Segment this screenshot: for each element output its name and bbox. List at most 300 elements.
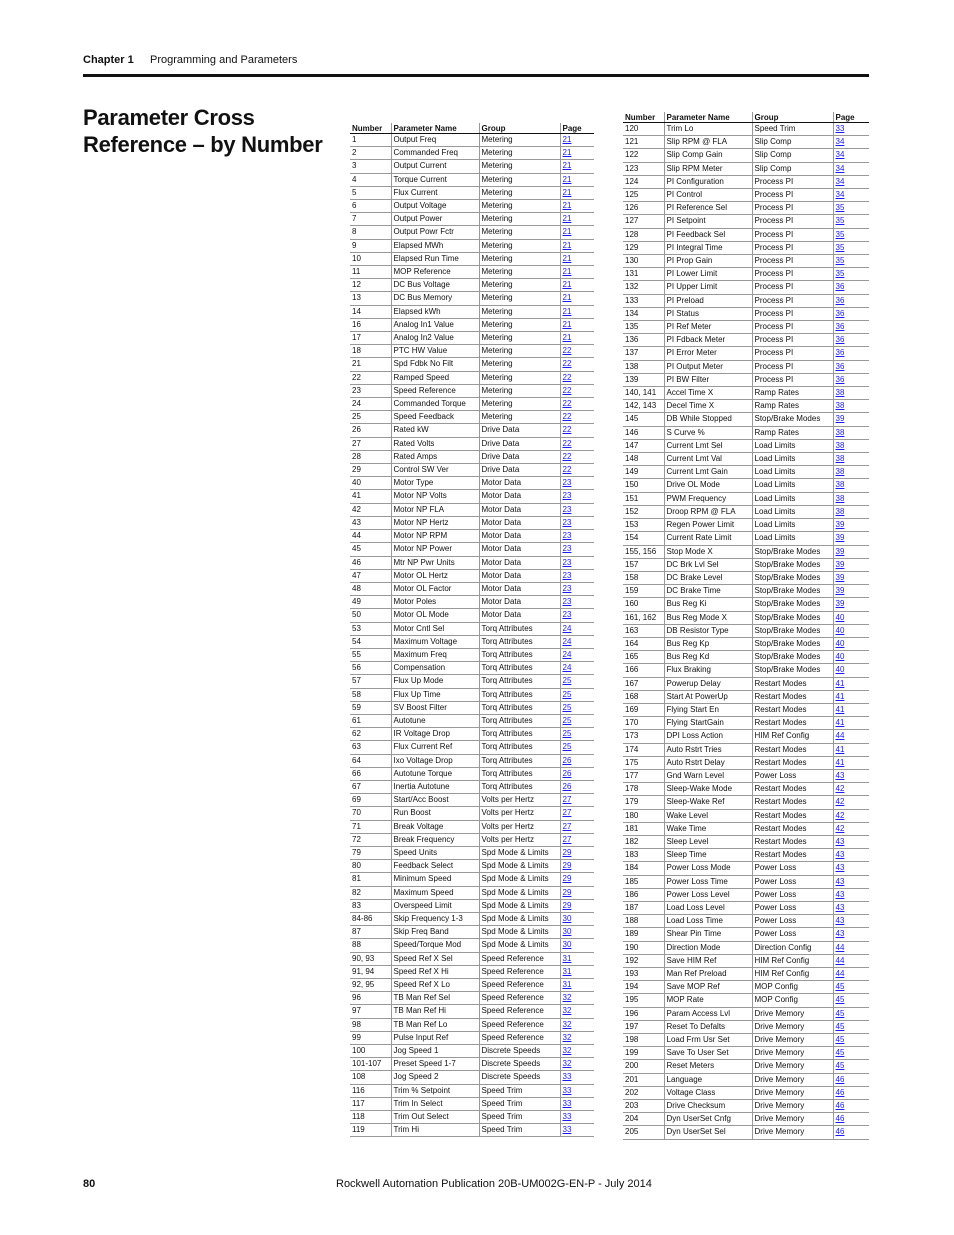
page-link[interactable]: 42 bbox=[833, 809, 869, 822]
page-link[interactable]: 39 bbox=[833, 571, 869, 584]
table-row bbox=[350, 305, 594, 318]
param-name: Auto Rstrt Tries bbox=[664, 743, 752, 756]
page-link[interactable]: 29 bbox=[560, 873, 594, 886]
page-link[interactable]: 43 bbox=[833, 769, 869, 782]
param-number: 56 bbox=[350, 662, 391, 675]
page-link[interactable]: 36 bbox=[833, 294, 869, 307]
param-name: Gnd Warn Level bbox=[664, 769, 752, 782]
param-group: Discrete Speeds bbox=[479, 1045, 560, 1058]
page-link[interactable]: 36 bbox=[833, 360, 869, 373]
param-number: 79 bbox=[350, 846, 391, 859]
page-link[interactable]: 21 bbox=[560, 160, 594, 173]
param-group: MOP Config bbox=[752, 994, 833, 1007]
page-link[interactable]: 31 bbox=[560, 965, 594, 978]
page-link[interactable]: 24 bbox=[560, 648, 594, 661]
page-link[interactable]: 32 bbox=[560, 1018, 594, 1031]
param-name: Wake Level bbox=[664, 809, 752, 822]
page-link[interactable]: 42 bbox=[833, 783, 869, 796]
param-group: Process PI bbox=[752, 241, 833, 254]
param-number: 183 bbox=[623, 849, 664, 862]
page-link[interactable]: 22 bbox=[560, 345, 594, 358]
table-row bbox=[623, 585, 869, 598]
param-name: Current Lmt Sel bbox=[664, 439, 752, 452]
page-link[interactable]: 21 bbox=[560, 332, 594, 345]
page-link[interactable]: 32 bbox=[560, 1031, 594, 1044]
param-name: Inertia Autotune bbox=[391, 780, 479, 793]
page-link[interactable]: 36 bbox=[833, 321, 869, 334]
page-link[interactable]: 21 bbox=[560, 266, 594, 279]
page-link[interactable]: 35 bbox=[833, 268, 869, 281]
page-link[interactable]: 33 bbox=[560, 1071, 594, 1084]
param-group: Process PI bbox=[752, 255, 833, 268]
page-link[interactable]: 45 bbox=[833, 994, 869, 1007]
table-row bbox=[350, 266, 594, 279]
param-number: 142, 143 bbox=[623, 400, 664, 413]
param-number: 1 bbox=[350, 134, 391, 147]
page-link[interactable]: 30 bbox=[560, 912, 594, 925]
param-number: 139 bbox=[623, 373, 664, 386]
param-group: Process PI bbox=[752, 360, 833, 373]
page-link[interactable]: 21 bbox=[560, 252, 594, 265]
page-link[interactable]: 23 bbox=[560, 596, 594, 609]
table-row bbox=[623, 809, 869, 822]
param-group: Spd Mode & Limits bbox=[479, 886, 560, 899]
page-link[interactable]: 21 bbox=[560, 213, 594, 226]
page-link[interactable]: 41 bbox=[833, 703, 869, 716]
page-link[interactable]: 45 bbox=[833, 1060, 869, 1073]
param-name: PI Output Meter bbox=[664, 360, 752, 373]
page-link[interactable]: 46 bbox=[833, 1086, 869, 1099]
table-row bbox=[350, 398, 594, 411]
table-row bbox=[623, 637, 869, 650]
page-link[interactable]: 32 bbox=[560, 1045, 594, 1058]
page-link[interactable]: 33 bbox=[560, 1124, 594, 1137]
param-name: Start/Acc Boost bbox=[391, 794, 479, 807]
param-name: Speed Feedback bbox=[391, 411, 479, 424]
chapter-label: Chapter 1 bbox=[83, 54, 134, 66]
table-row bbox=[350, 609, 594, 622]
param-group: Torq Attributes bbox=[479, 728, 560, 741]
table-row bbox=[623, 968, 869, 981]
param-group: Speed Reference bbox=[479, 965, 560, 978]
param-group: Drive Memory bbox=[752, 1034, 833, 1047]
param-group: Load Limits bbox=[752, 466, 833, 479]
page-link[interactable]: 29 bbox=[560, 860, 594, 873]
page-link[interactable]: 33 bbox=[833, 123, 869, 136]
page-link[interactable]: 46 bbox=[833, 1100, 869, 1113]
page-link[interactable]: 39 bbox=[833, 585, 869, 598]
page-link[interactable]: 23 bbox=[560, 609, 594, 622]
page-link[interactable]: 42 bbox=[833, 796, 869, 809]
page-link[interactable]: 35 bbox=[833, 255, 869, 268]
param-name: Slip RPM Meter bbox=[664, 162, 752, 175]
table-row bbox=[623, 981, 869, 994]
table-row bbox=[350, 450, 594, 463]
param-group: Drive Memory bbox=[752, 1100, 833, 1113]
page-link[interactable]: 23 bbox=[560, 477, 594, 490]
param-number: 16 bbox=[350, 318, 391, 331]
page-link[interactable]: 43 bbox=[833, 849, 869, 862]
page-link[interactable]: 39 bbox=[833, 598, 869, 611]
param-group: Metering bbox=[479, 411, 560, 424]
param-group: Drive Memory bbox=[752, 1126, 833, 1139]
param-number: 59 bbox=[350, 701, 391, 714]
param-number: 135 bbox=[623, 321, 664, 334]
page-link[interactable]: 21 bbox=[560, 173, 594, 186]
page-link[interactable]: 21 bbox=[560, 318, 594, 331]
page-link[interactable]: 39 bbox=[833, 558, 869, 571]
table-row bbox=[623, 1007, 869, 1020]
param-group: Metering bbox=[479, 398, 560, 411]
page-link[interactable]: 21 bbox=[560, 134, 594, 147]
param-group: Metering bbox=[479, 173, 560, 186]
page-link[interactable]: 25 bbox=[560, 728, 594, 741]
table-row bbox=[350, 979, 594, 992]
page-link[interactable]: 32 bbox=[560, 1058, 594, 1071]
param-number: 147 bbox=[623, 439, 664, 452]
page-link[interactable]: 21 bbox=[560, 147, 594, 160]
page-link[interactable]: 21 bbox=[560, 200, 594, 213]
param-group: Restart Modes bbox=[752, 796, 833, 809]
param-name: Trim In Select bbox=[391, 1097, 479, 1110]
param-group: Spd Mode & Limits bbox=[479, 899, 560, 912]
page-link[interactable]: 45 bbox=[833, 1020, 869, 1033]
page-link[interactable]: 22 bbox=[560, 450, 594, 463]
page-link[interactable]: 44 bbox=[833, 954, 869, 967]
table-row bbox=[623, 783, 869, 796]
page-link[interactable]: 43 bbox=[833, 862, 869, 875]
param-group: Restart Modes bbox=[752, 703, 833, 716]
param-name: Direction Mode bbox=[664, 941, 752, 954]
param-group: Process PI bbox=[752, 321, 833, 334]
param-name: Speed Reference bbox=[391, 384, 479, 397]
param-group: Drive Data bbox=[479, 424, 560, 437]
page-link[interactable]: 39 bbox=[833, 545, 869, 558]
param-group: Metering bbox=[479, 318, 560, 331]
param-group: Stop/Brake Modes bbox=[752, 637, 833, 650]
param-name: PI Status bbox=[664, 307, 752, 320]
param-group: Spd Mode & Limits bbox=[479, 939, 560, 952]
param-number: 155, 156 bbox=[623, 545, 664, 558]
table-row bbox=[350, 780, 594, 793]
table-row bbox=[350, 424, 594, 437]
page-link[interactable]: 34 bbox=[833, 175, 869, 188]
param-group: Power Loss bbox=[752, 888, 833, 901]
page-link[interactable]: 27 bbox=[560, 820, 594, 833]
page-link[interactable]: 22 bbox=[560, 358, 594, 371]
page-link[interactable]: 40 bbox=[833, 611, 869, 624]
page-link[interactable]: 31 bbox=[560, 952, 594, 965]
page-link[interactable]: 22 bbox=[560, 384, 594, 397]
param-number: 87 bbox=[350, 926, 391, 939]
page-link[interactable]: 43 bbox=[833, 928, 869, 941]
page-link[interactable]: 42 bbox=[833, 822, 869, 835]
page-link[interactable]: 43 bbox=[833, 901, 869, 914]
param-number: 116 bbox=[350, 1084, 391, 1097]
param-group: Stop/Brake Modes bbox=[752, 571, 833, 584]
param-number: 18 bbox=[350, 345, 391, 358]
page-link[interactable]: 43 bbox=[833, 875, 869, 888]
page-link[interactable]: 25 bbox=[560, 688, 594, 701]
table-row bbox=[623, 1073, 869, 1086]
param-number: 98 bbox=[350, 1018, 391, 1031]
page-link[interactable]: 38 bbox=[833, 426, 869, 439]
param-number: 145 bbox=[623, 413, 664, 426]
page-link[interactable]: 24 bbox=[560, 622, 594, 635]
page-link[interactable]: 35 bbox=[833, 228, 869, 241]
param-number: 126 bbox=[623, 202, 664, 215]
page-link[interactable]: 46 bbox=[833, 1113, 869, 1126]
table-row bbox=[623, 1047, 869, 1060]
page-link[interactable]: 45 bbox=[833, 1047, 869, 1060]
page-link[interactable]: 36 bbox=[833, 373, 869, 386]
page-link[interactable]: 21 bbox=[560, 292, 594, 305]
page-link[interactable]: 41 bbox=[833, 690, 869, 703]
page-link[interactable]: 41 bbox=[833, 677, 869, 690]
page-link[interactable]: 21 bbox=[560, 226, 594, 239]
param-group: Torq Attributes bbox=[479, 622, 560, 635]
param-group: Volts per Hertz bbox=[479, 820, 560, 833]
param-group: Torq Attributes bbox=[479, 741, 560, 754]
page-link[interactable]: 45 bbox=[833, 981, 869, 994]
param-group: Load Limits bbox=[752, 453, 833, 466]
param-name: Speed Ref X Sel bbox=[391, 952, 479, 965]
page-link[interactable]: 43 bbox=[833, 915, 869, 928]
param-number: 154 bbox=[623, 532, 664, 545]
param-group: Speed Reference bbox=[479, 1031, 560, 1044]
page-link[interactable]: 21 bbox=[560, 279, 594, 292]
param-group: Power Loss bbox=[752, 915, 833, 928]
page-link[interactable]: 38 bbox=[833, 439, 869, 452]
page-link[interactable]: 29 bbox=[560, 886, 594, 899]
page-link[interactable]: 41 bbox=[833, 756, 869, 769]
page-link[interactable]: 46 bbox=[833, 1126, 869, 1139]
page-link[interactable]: 34 bbox=[833, 162, 869, 175]
page-link[interactable]: 25 bbox=[560, 675, 594, 688]
param-group: Drive Data bbox=[479, 437, 560, 450]
param-name: Trim % Setpoint bbox=[391, 1084, 479, 1097]
page-link[interactable]: 38 bbox=[833, 387, 869, 400]
page-link[interactable]: 25 bbox=[560, 741, 594, 754]
param-number: 199 bbox=[623, 1047, 664, 1060]
page-link[interactable]: 26 bbox=[560, 754, 594, 767]
page-link[interactable]: 34 bbox=[833, 189, 869, 202]
table-row bbox=[350, 318, 594, 331]
param-name: TB Man Ref Hi bbox=[391, 1005, 479, 1018]
page-link[interactable]: 45 bbox=[833, 1007, 869, 1020]
page-link[interactable]: 23 bbox=[560, 490, 594, 503]
param-number: 47 bbox=[350, 569, 391, 582]
param-group: Motor Data bbox=[479, 609, 560, 622]
page-link[interactable]: 38 bbox=[833, 492, 869, 505]
page-link[interactable]: 22 bbox=[560, 411, 594, 424]
param-number: 29 bbox=[350, 464, 391, 477]
param-number: 151 bbox=[623, 492, 664, 505]
page-link[interactable]: 30 bbox=[560, 939, 594, 952]
table-row bbox=[350, 767, 594, 780]
page-link[interactable]: 27 bbox=[560, 833, 594, 846]
param-name: PI Control bbox=[664, 189, 752, 202]
param-name: Feedback Select bbox=[391, 860, 479, 873]
page-link[interactable]: 25 bbox=[560, 714, 594, 727]
page-link[interactable]: 26 bbox=[560, 767, 594, 780]
page-link[interactable]: 32 bbox=[560, 1005, 594, 1018]
page-link[interactable]: 22 bbox=[560, 437, 594, 450]
table-row bbox=[623, 677, 869, 690]
param-name: Wake Time bbox=[664, 822, 752, 835]
page-link[interactable]: 40 bbox=[833, 637, 869, 650]
table-row bbox=[623, 347, 869, 360]
page-link[interactable]: 39 bbox=[833, 413, 869, 426]
param-name: Powerup Delay bbox=[664, 677, 752, 690]
page-link[interactable]: 35 bbox=[833, 202, 869, 215]
table-row bbox=[350, 912, 594, 925]
param-group: Restart Modes bbox=[752, 743, 833, 756]
page-link[interactable]: 23 bbox=[560, 503, 594, 516]
page-link[interactable]: 36 bbox=[833, 334, 869, 347]
table-row bbox=[350, 371, 594, 384]
page-link[interactable]: 24 bbox=[560, 635, 594, 648]
page-link[interactable]: 36 bbox=[833, 307, 869, 320]
page-link[interactable]: 23 bbox=[560, 516, 594, 529]
page-link[interactable]: 22 bbox=[560, 424, 594, 437]
page-link[interactable]: 41 bbox=[833, 743, 869, 756]
page-link[interactable]: 38 bbox=[833, 453, 869, 466]
page-link[interactable]: 23 bbox=[560, 582, 594, 595]
page-link[interactable]: 25 bbox=[560, 701, 594, 714]
param-group: Metering bbox=[479, 292, 560, 305]
param-group: Torq Attributes bbox=[479, 767, 560, 780]
param-group: Restart Modes bbox=[752, 809, 833, 822]
param-group: Process PI bbox=[752, 215, 833, 228]
page-link[interactable]: 21 bbox=[560, 239, 594, 252]
page-link[interactable]: 46 bbox=[833, 1073, 869, 1086]
page-link[interactable]: 36 bbox=[833, 281, 869, 294]
page-link[interactable]: 39 bbox=[833, 532, 869, 545]
table-row bbox=[350, 530, 594, 543]
page-link[interactable]: 27 bbox=[560, 794, 594, 807]
param-group: Discrete Speeds bbox=[479, 1071, 560, 1084]
param-group: Restart Modes bbox=[752, 677, 833, 690]
page-link[interactable]: 44 bbox=[833, 730, 869, 743]
page-title: Parameter Cross Reference – by Number bbox=[83, 105, 323, 157]
page-link[interactable]: 35 bbox=[833, 215, 869, 228]
page-link[interactable]: 29 bbox=[560, 846, 594, 859]
page-link[interactable]: 31 bbox=[560, 979, 594, 992]
page-link[interactable]: 22 bbox=[560, 371, 594, 384]
param-number: 196 bbox=[623, 1007, 664, 1020]
page-link[interactable]: 45 bbox=[833, 1034, 869, 1047]
table-row bbox=[623, 796, 869, 809]
page-link[interactable]: 22 bbox=[560, 398, 594, 411]
page-link[interactable]: 21 bbox=[560, 305, 594, 318]
table-row bbox=[350, 477, 594, 490]
param-number: 12 bbox=[350, 279, 391, 292]
param-number: 146 bbox=[623, 426, 664, 439]
page-link[interactable]: 38 bbox=[833, 505, 869, 518]
param-group: HIM Ref Config bbox=[752, 730, 833, 743]
page-link[interactable]: 43 bbox=[833, 835, 869, 848]
param-group: Metering bbox=[479, 160, 560, 173]
param-group: Metering bbox=[479, 332, 560, 345]
param-group: Process PI bbox=[752, 347, 833, 360]
param-number: 123 bbox=[623, 162, 664, 175]
page-link[interactable]: 21 bbox=[560, 186, 594, 199]
param-name: Motor Poles bbox=[391, 596, 479, 609]
param-number: 42 bbox=[350, 503, 391, 516]
page-link[interactable]: 36 bbox=[833, 347, 869, 360]
cross-reference-table-left bbox=[350, 123, 594, 1137]
param-number: 152 bbox=[623, 505, 664, 518]
table-row bbox=[623, 571, 869, 584]
table-row bbox=[350, 939, 594, 952]
page-link[interactable]: 34 bbox=[833, 149, 869, 162]
page-link[interactable]: 40 bbox=[833, 651, 869, 664]
param-group: Speed Trim bbox=[479, 1084, 560, 1097]
param-name: PI BW Filter bbox=[664, 373, 752, 386]
table-row bbox=[623, 664, 869, 677]
page-link[interactable]: 33 bbox=[560, 1084, 594, 1097]
page-link[interactable]: 38 bbox=[833, 479, 869, 492]
page-link[interactable]: 29 bbox=[560, 899, 594, 912]
page-link[interactable]: 22 bbox=[560, 464, 594, 477]
page-link[interactable]: 30 bbox=[560, 926, 594, 939]
page-link[interactable]: 44 bbox=[833, 968, 869, 981]
param-number: 187 bbox=[623, 901, 664, 914]
page-link[interactable]: 35 bbox=[833, 241, 869, 254]
param-name: Flying Start En bbox=[664, 703, 752, 716]
param-number: 57 bbox=[350, 675, 391, 688]
param-group: Spd Mode & Limits bbox=[479, 873, 560, 886]
page-link[interactable]: 39 bbox=[833, 519, 869, 532]
page-link[interactable]: 40 bbox=[833, 664, 869, 677]
param-name: PI Fdback Meter bbox=[664, 334, 752, 347]
param-number: 168 bbox=[623, 690, 664, 703]
param-name: Decel Time X bbox=[664, 400, 752, 413]
page-link[interactable]: 33 bbox=[560, 1097, 594, 1110]
page-link[interactable]: 40 bbox=[833, 624, 869, 637]
page-link[interactable]: 32 bbox=[560, 992, 594, 1005]
page-link[interactable]: 38 bbox=[833, 466, 869, 479]
page-link[interactable]: 27 bbox=[560, 807, 594, 820]
page-link[interactable]: 38 bbox=[833, 400, 869, 413]
table-row bbox=[350, 147, 594, 160]
param-group: Process PI bbox=[752, 294, 833, 307]
page-link[interactable]: 23 bbox=[560, 530, 594, 543]
param-number: 23 bbox=[350, 384, 391, 397]
page-link[interactable]: 33 bbox=[560, 1111, 594, 1124]
param-name: Run Boost bbox=[391, 807, 479, 820]
param-name: Trim Out Select bbox=[391, 1111, 479, 1124]
param-group: Torq Attributes bbox=[479, 701, 560, 714]
param-name: Slip RPM @ FLA bbox=[664, 136, 752, 149]
page-link[interactable]: 23 bbox=[560, 556, 594, 569]
page-link[interactable]: 26 bbox=[560, 780, 594, 793]
param-group: Metering bbox=[479, 134, 560, 147]
param-name: Flying StartGain bbox=[664, 717, 752, 730]
table-row bbox=[350, 648, 594, 661]
page-link[interactable]: 44 bbox=[833, 941, 869, 954]
page-link[interactable]: 34 bbox=[833, 136, 869, 149]
page-link[interactable]: 41 bbox=[833, 717, 869, 730]
page-link[interactable]: 43 bbox=[833, 888, 869, 901]
page-link[interactable]: 24 bbox=[560, 662, 594, 675]
page-link[interactable]: 23 bbox=[560, 543, 594, 556]
page-link[interactable]: 23 bbox=[560, 569, 594, 582]
cross-reference-table-right bbox=[623, 112, 869, 1140]
param-group: Metering bbox=[479, 305, 560, 318]
param-number: 27 bbox=[350, 437, 391, 450]
